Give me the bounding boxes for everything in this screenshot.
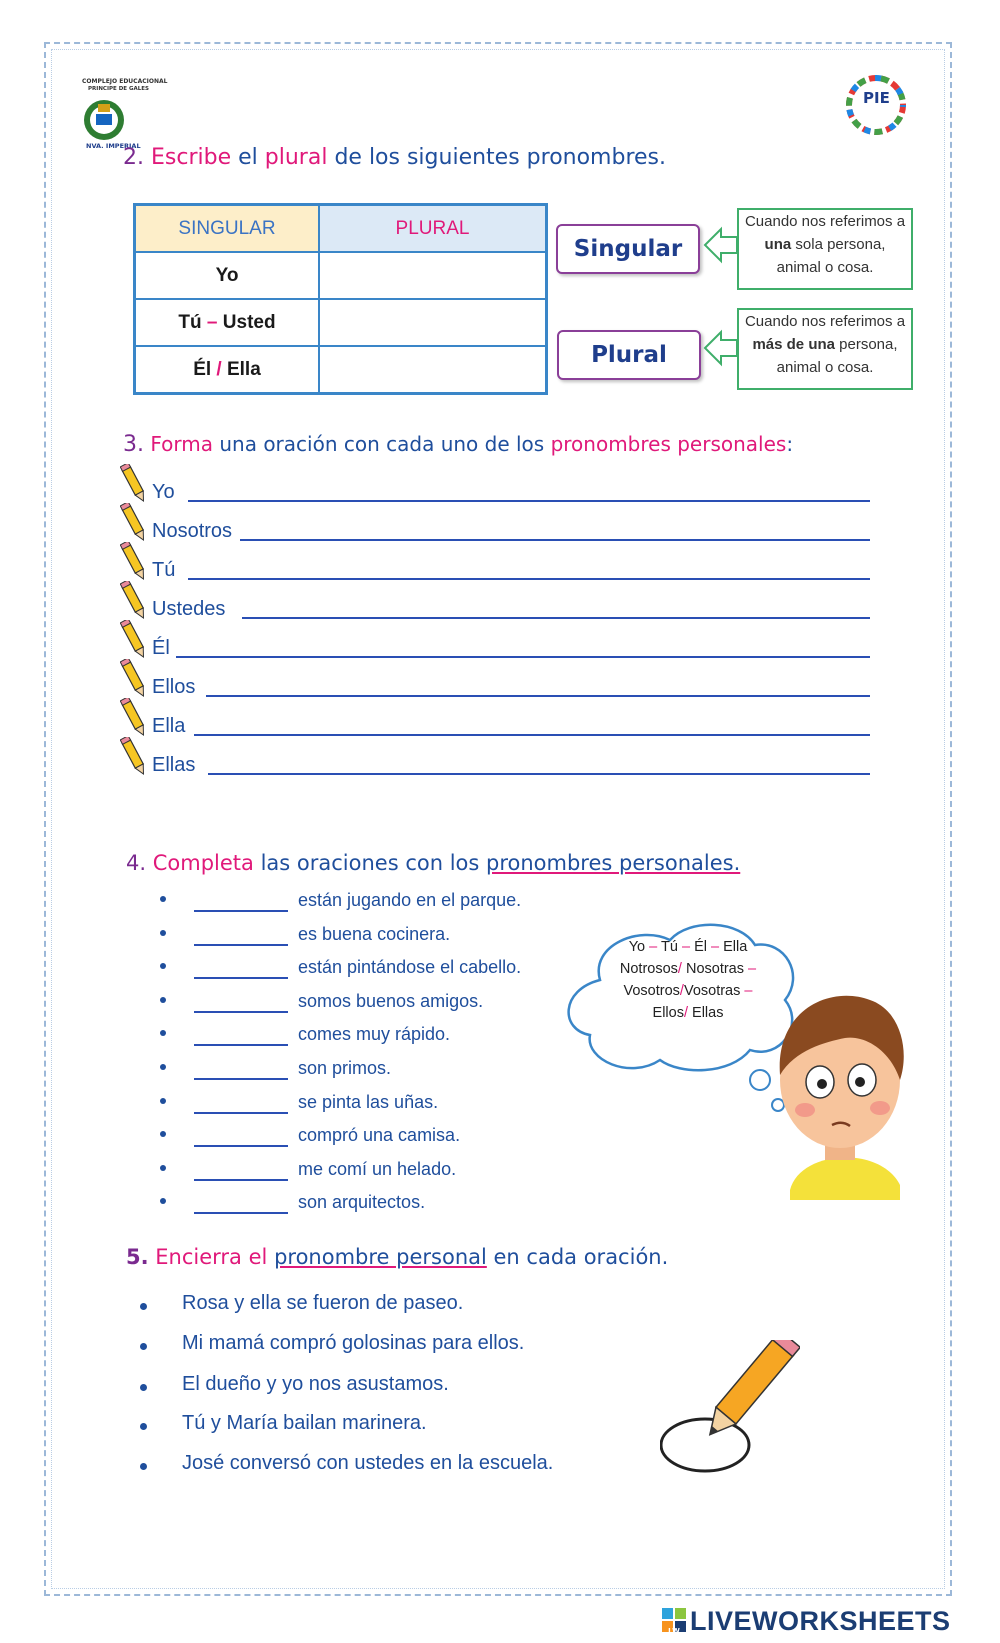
sentence-line xyxy=(120,704,870,740)
liveworksheets-logo-icon xyxy=(662,1608,688,1634)
blank-answer-field[interactable] xyxy=(194,1078,288,1080)
bubble-word: Vosotros xyxy=(623,983,680,999)
bullet xyxy=(160,997,166,1003)
blank-answer-field[interactable] xyxy=(194,1145,288,1147)
blank-answer-field[interactable] xyxy=(194,910,288,912)
sentence-text[interactable]: Tú y María bailan marinera. xyxy=(182,1412,427,1434)
bullet xyxy=(160,1064,166,1070)
sentence-answer-line[interactable] xyxy=(176,656,870,658)
bubble-word: Él xyxy=(694,939,707,955)
section4-heading xyxy=(126,851,740,875)
sentence-text: es buena cocinera. xyxy=(298,924,451,944)
def-bold: una xyxy=(764,236,792,253)
pencil-icon xyxy=(120,620,150,662)
bubble-word: Nosotras xyxy=(685,961,744,977)
blank-answer-field[interactable] xyxy=(194,1112,288,1114)
bubble-word: Ellas xyxy=(692,1005,724,1021)
bubble-sep: / xyxy=(683,1005,688,1021)
bubble-word: Ella xyxy=(723,939,748,955)
section5-number: 5. xyxy=(126,1245,149,1269)
singular-separator: / xyxy=(216,358,222,380)
bubble-sep: – xyxy=(711,939,720,955)
section4-word-completa: Completa xyxy=(152,851,254,875)
def-line: animal o cosa. xyxy=(776,259,874,276)
header-plural: PLURAL xyxy=(319,205,547,253)
section3-number: 3. xyxy=(123,432,144,457)
bubble-sep: / xyxy=(677,961,682,977)
fill-blank-item xyxy=(160,1024,580,1054)
school-logo xyxy=(80,78,168,152)
table-row xyxy=(135,252,547,299)
pencil-icon xyxy=(120,503,150,545)
sentence-line-label: Ustedes xyxy=(152,598,226,620)
arrow-left-icon xyxy=(703,328,739,368)
sentence-text: comes muy rápido. xyxy=(298,1024,451,1044)
pencil-icon xyxy=(120,581,150,623)
plural-answer-cell[interactable] xyxy=(319,346,547,394)
pie-logo-text: PIE xyxy=(863,89,890,107)
bullet xyxy=(160,930,166,936)
school-name: COMPLEJO EDUCACIONAL xyxy=(82,78,168,85)
pencil-circle-illustration xyxy=(660,1340,800,1480)
sentence-line xyxy=(120,509,870,545)
singular-definition xyxy=(737,208,913,290)
sentence-text: compró una camisa. xyxy=(298,1125,461,1145)
arrow-left-icon xyxy=(703,225,739,265)
bubble-sep: – xyxy=(744,983,753,999)
sentence-line-label: Nosotros xyxy=(152,520,233,542)
section3-colon: : xyxy=(786,432,794,456)
table-row xyxy=(135,299,547,346)
section3-word-forma: Forma xyxy=(150,432,213,456)
liveworksheets-logo-letters: LW xyxy=(668,1627,680,1634)
section4-word-pronombres: pronombres personales. xyxy=(486,851,741,875)
bullet xyxy=(140,1423,147,1430)
section2-word-plural: plural xyxy=(264,145,328,170)
singular-a: Tú xyxy=(178,311,202,333)
pencil-icon xyxy=(120,737,150,779)
singular-cell xyxy=(135,252,320,299)
thinking-boy-illustration xyxy=(770,980,910,1200)
pencil-icon xyxy=(120,464,150,506)
singular-cell xyxy=(135,299,320,346)
bubble-word: Ellos xyxy=(652,1005,684,1021)
blank-answer-field[interactable] xyxy=(194,944,288,946)
fill-blank-item xyxy=(160,1092,580,1122)
section4-word-middle: las oraciones con los xyxy=(260,851,480,875)
section2-number: 2. xyxy=(123,145,144,170)
def-line: Cuando nos referimos a xyxy=(744,213,906,230)
sentence-text[interactable]: Mi mamá compró golosinas para ellos. xyxy=(182,1332,525,1354)
singular-separator: – xyxy=(206,311,218,333)
fill-blank-item xyxy=(160,991,580,1021)
bullet xyxy=(140,1384,147,1391)
sentence-line-label: Yo xyxy=(152,481,175,503)
section5-heading xyxy=(126,1245,668,1269)
fill-blank-item xyxy=(160,890,580,920)
section2-word-rest: de los siguientes pronombres. xyxy=(334,145,666,170)
section3-word-middle: una oración con cada uno de los xyxy=(219,432,545,456)
table-row xyxy=(135,346,547,394)
sentence-line-label: Él xyxy=(152,637,170,659)
school-subname: PRINCIPE DE GALES xyxy=(88,86,149,92)
bubble-sep: – xyxy=(649,939,658,955)
sentence-answer-line[interactable] xyxy=(188,578,870,580)
bullet xyxy=(160,896,166,902)
fill-blank-item xyxy=(160,1159,580,1189)
sentence-line xyxy=(120,587,870,623)
sentence-text: se pinta las uñas. xyxy=(298,1092,439,1112)
plural-definition xyxy=(737,308,913,390)
blank-answer-field[interactable] xyxy=(194,977,288,979)
thought-bubble-text xyxy=(598,936,778,1024)
def-line: persona, xyxy=(839,336,898,353)
bubble-word: Vosotras xyxy=(683,983,741,999)
singular-a: Yo xyxy=(215,264,239,286)
sentence-text: son arquitectos. xyxy=(298,1192,426,1212)
bullet xyxy=(160,1165,166,1171)
singular-b: Usted xyxy=(222,311,276,333)
bullet xyxy=(140,1303,147,1310)
pronoun-table xyxy=(133,203,548,395)
pie-logo xyxy=(834,72,918,142)
bullet xyxy=(160,1098,166,1104)
blank-answer-field[interactable] xyxy=(194,1044,288,1046)
sentence-text: somos buenos amigos. xyxy=(298,991,484,1011)
pencil-icon xyxy=(120,698,150,740)
sentence-answer-line[interactable] xyxy=(206,695,870,697)
plural-answer-cell[interactable] xyxy=(319,299,547,346)
sentence-line xyxy=(120,470,870,506)
school-town: NVA. IMPERIAL xyxy=(86,142,141,150)
sentence-answer-line[interactable] xyxy=(188,500,870,502)
sentence-text: me comí un helado. xyxy=(298,1159,457,1179)
pencil-icon xyxy=(120,659,150,701)
sentence-text: son primos. xyxy=(298,1058,392,1078)
sentence-text[interactable]: Rosa y ella se fueron de paseo. xyxy=(182,1292,464,1314)
section5-word-pronombre: pronombre personal xyxy=(274,1245,487,1269)
bullet xyxy=(140,1463,147,1470)
bubble-word: Notrosos xyxy=(619,961,678,977)
bubble-sep: – xyxy=(681,939,691,955)
section2-word-escribe: Escribe xyxy=(151,145,232,170)
sentence-line xyxy=(120,548,870,584)
section2-heading xyxy=(123,145,666,170)
sentence-text: están jugando en el parque. xyxy=(298,890,522,910)
bullet xyxy=(140,1343,147,1350)
bullet xyxy=(160,1198,166,1204)
section3-heading xyxy=(123,432,793,457)
def-line: animal o cosa. xyxy=(776,359,874,376)
sentence-answer-line[interactable] xyxy=(208,773,870,775)
sentence-line-label: Ella xyxy=(152,715,186,737)
section5-word-rest: en cada oración. xyxy=(493,1245,669,1269)
bubble-sep: – xyxy=(748,961,757,977)
fill-blank-item xyxy=(160,924,580,954)
singular-a: Él xyxy=(193,358,212,380)
sentence-answer-line[interactable] xyxy=(194,734,870,736)
sentence-text: están pintándose el cabello. xyxy=(298,957,522,977)
plural-answer-cell[interactable] xyxy=(319,252,547,299)
sentence-line-label: Ellos xyxy=(152,676,196,698)
def-bold: más de una xyxy=(752,336,835,353)
liveworksheets-brand[interactable]: LIVEWORKSHEETS xyxy=(690,1606,951,1636)
sentence-line-label: Ellas xyxy=(152,754,196,776)
sentence-answer-line[interactable] xyxy=(242,617,870,619)
sentence-text[interactable]: José conversó con ustedes en la escuela. xyxy=(182,1452,554,1474)
blank-answer-field[interactable] xyxy=(194,1179,288,1181)
section5-word-encierra: Encierra xyxy=(155,1245,242,1269)
singular-b: Ella xyxy=(226,358,261,380)
bullet xyxy=(160,1030,166,1036)
pencil-icon xyxy=(120,542,150,584)
fill-blank-item xyxy=(160,957,580,987)
sentence-line xyxy=(120,743,870,779)
bubble-word: Yo xyxy=(628,939,646,955)
sentence-text[interactable]: El dueño y yo nos asustamos. xyxy=(182,1373,449,1395)
header-singular: SINGULAR xyxy=(135,205,320,253)
sentence-line xyxy=(120,665,870,701)
plural-concept-box: Plural xyxy=(557,330,701,380)
blank-answer-field[interactable] xyxy=(194,1011,288,1013)
bullet xyxy=(160,1131,166,1137)
sentence-answer-line[interactable] xyxy=(240,539,870,541)
fill-blank-item xyxy=(160,1192,580,1222)
singular-concept-box: Singular xyxy=(556,224,700,274)
section2-word-el: el xyxy=(238,145,258,170)
fill-blank-item xyxy=(160,1125,580,1155)
section5-word-el: el xyxy=(248,1245,268,1269)
fill-blank-item xyxy=(160,1058,580,1088)
def-line: sola persona, xyxy=(795,236,886,253)
sentence-line-label: Tú xyxy=(152,559,176,581)
sentence-line xyxy=(120,626,870,662)
bubble-word: Tú xyxy=(661,939,678,955)
def-line: Cuando nos referimos a xyxy=(744,313,906,330)
bubble-sep: / xyxy=(679,983,684,999)
blank-answer-field[interactable] xyxy=(194,1212,288,1214)
singular-cell xyxy=(135,346,320,394)
section3-word-pronombres: pronombres personales xyxy=(550,432,787,456)
section4-number: 4. xyxy=(126,851,147,875)
bullet xyxy=(160,963,166,969)
